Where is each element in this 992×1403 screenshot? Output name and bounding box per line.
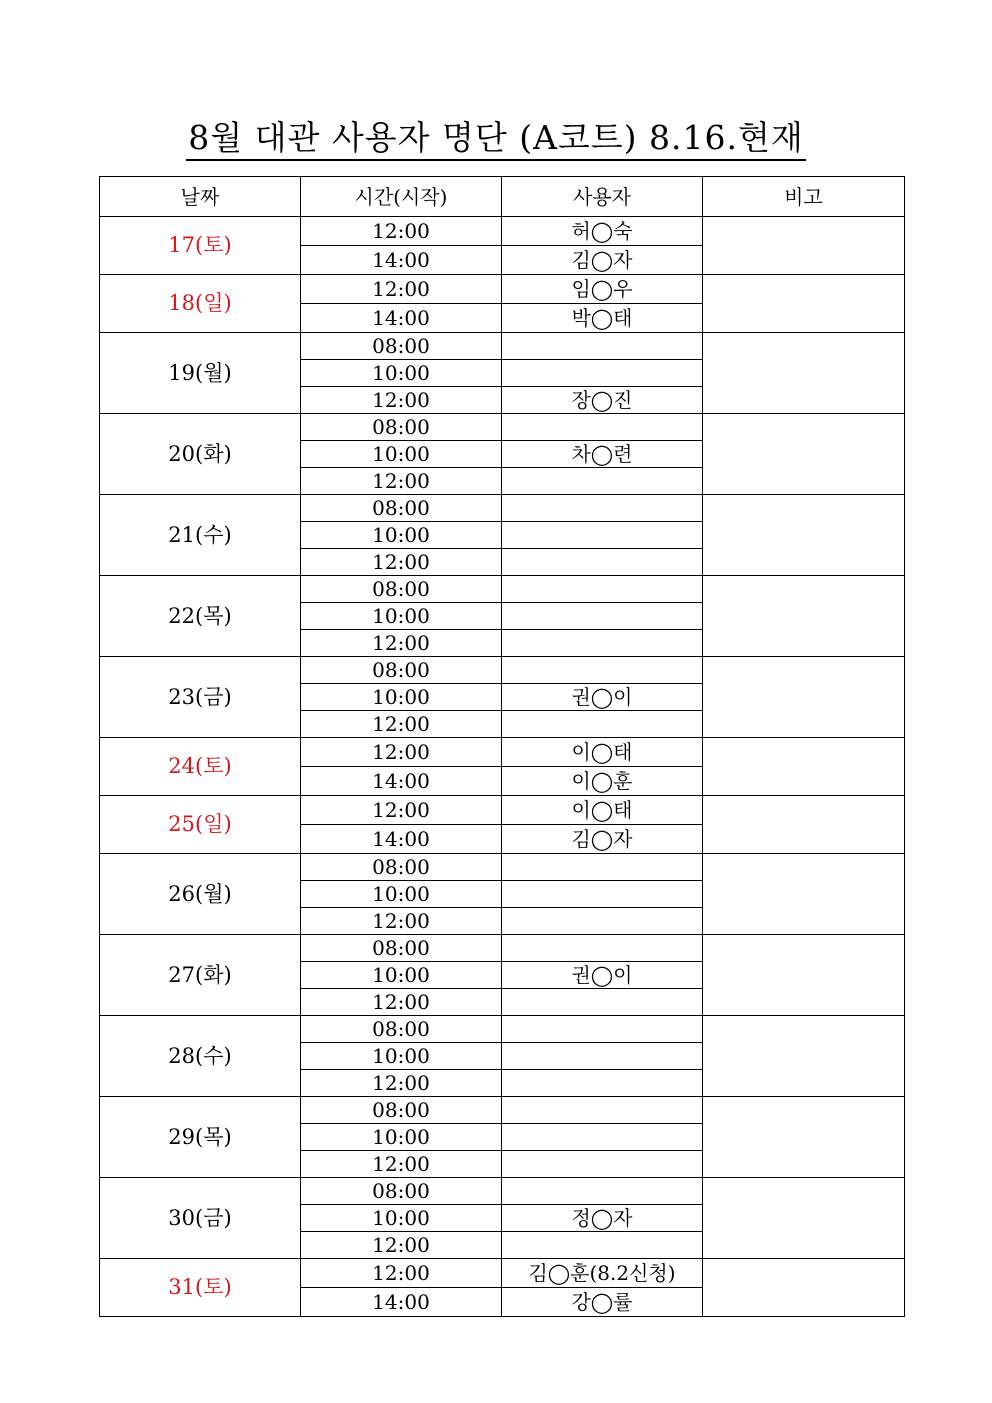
time-cell: 10:00 (301, 441, 502, 468)
note-cell (703, 657, 905, 738)
time-cell: 12:00 (301, 468, 502, 495)
user-cell (502, 657, 703, 684)
table-row (100, 495, 905, 522)
header-time: 시간(시작) (301, 177, 502, 217)
note-cell (703, 1178, 905, 1259)
user-cell (502, 576, 703, 603)
user-cell: 권◯이 (502, 962, 703, 989)
table-row (100, 275, 905, 304)
note-cell (703, 333, 905, 414)
time-cell: 08:00 (301, 495, 502, 522)
time-cell: 12:00 (301, 908, 502, 935)
user-cell (502, 881, 703, 908)
user-cell: 허◯숙 (502, 217, 703, 246)
time-cell: 14:00 (301, 767, 502, 796)
user-cell (502, 1178, 703, 1205)
header-user: 사용자 (502, 177, 703, 217)
user-cell (502, 935, 703, 962)
user-cell (502, 333, 703, 360)
table-row (100, 217, 905, 246)
date-cell: 26(월) (100, 854, 301, 935)
time-cell: 10:00 (301, 684, 502, 711)
time-cell: 12:00 (301, 711, 502, 738)
time-cell: 14:00 (301, 1288, 502, 1317)
note-cell (703, 1259, 905, 1317)
time-cell: 12:00 (301, 1259, 502, 1288)
user-cell (502, 711, 703, 738)
user-cell (502, 1043, 703, 1070)
table-row (100, 796, 905, 825)
table-header (100, 177, 905, 217)
user-cell: 박◯태 (502, 304, 703, 333)
header-note: 비고 (703, 177, 905, 217)
table-body (100, 217, 905, 1317)
user-cell: 이◯태 (502, 796, 703, 825)
note-cell (703, 935, 905, 1016)
date-cell: 22(목) (100, 576, 301, 657)
table-row (100, 1016, 905, 1043)
user-cell: 임◯우 (502, 275, 703, 304)
time-cell: 08:00 (301, 414, 502, 441)
time-cell: 12:00 (301, 738, 502, 767)
time-cell: 12:00 (301, 1232, 502, 1259)
note-cell (703, 275, 905, 333)
note-cell (703, 495, 905, 576)
user-cell: 차◯련 (502, 441, 703, 468)
user-cell (502, 1097, 703, 1124)
time-cell: 08:00 (301, 1016, 502, 1043)
date-cell: 27(화) (100, 935, 301, 1016)
time-cell: 10:00 (301, 1124, 502, 1151)
time-cell: 14:00 (301, 246, 502, 275)
time-cell: 12:00 (301, 989, 502, 1016)
time-cell: 12:00 (301, 1151, 502, 1178)
table-row (100, 333, 905, 360)
table-row (100, 576, 905, 603)
table-row (100, 1178, 905, 1205)
document-title-wrap (0, 112, 992, 159)
time-cell: 08:00 (301, 657, 502, 684)
user-cell: 강◯률 (502, 1288, 703, 1317)
table-row (100, 935, 905, 962)
date-cell: 18(일) (100, 275, 301, 333)
user-cell: 이◯훈 (502, 767, 703, 796)
user-cell: 김◯자 (502, 825, 703, 854)
header-date: 날짜 (100, 177, 301, 217)
date-cell: 28(수) (100, 1016, 301, 1097)
user-cell (502, 1151, 703, 1178)
table-row (100, 414, 905, 441)
date-cell: 23(금) (100, 657, 301, 738)
date-cell: 21(수) (100, 495, 301, 576)
user-cell (502, 549, 703, 576)
date-cell: 17(토) (100, 217, 301, 275)
user-cell: 장◯진 (502, 387, 703, 414)
time-cell: 08:00 (301, 576, 502, 603)
user-cell: 이◯태 (502, 738, 703, 767)
user-cell: 정◯자 (502, 1205, 703, 1232)
table-row (100, 854, 905, 881)
table-row (100, 738, 905, 767)
time-cell: 14:00 (301, 825, 502, 854)
note-cell (703, 1016, 905, 1097)
time-cell: 08:00 (301, 1097, 502, 1124)
header-row (100, 177, 905, 217)
time-cell: 08:00 (301, 935, 502, 962)
time-cell: 10:00 (301, 1043, 502, 1070)
note-cell (703, 738, 905, 796)
time-cell: 08:00 (301, 333, 502, 360)
note-cell (703, 217, 905, 275)
note-cell (703, 576, 905, 657)
time-cell: 10:00 (301, 881, 502, 908)
table-row (100, 657, 905, 684)
document-title: 8월 대관 사용자 명단 (A코트) 8.16.현재 (186, 118, 806, 161)
time-cell: 12:00 (301, 387, 502, 414)
time-cell: 14:00 (301, 304, 502, 333)
date-cell: 29(목) (100, 1097, 301, 1178)
user-cell (502, 1070, 703, 1097)
note-cell (703, 854, 905, 935)
user-cell (502, 414, 703, 441)
time-cell: 12:00 (301, 275, 502, 304)
user-cell (502, 603, 703, 630)
user-cell (502, 522, 703, 549)
time-cell: 08:00 (301, 854, 502, 881)
user-cell (502, 630, 703, 657)
time-cell: 12:00 (301, 217, 502, 246)
date-cell: 25(일) (100, 796, 301, 854)
user-cell (502, 989, 703, 1016)
time-cell: 12:00 (301, 549, 502, 576)
user-cell: 김◯훈(8.2신청) (502, 1259, 703, 1288)
date-cell: 31(토) (100, 1259, 301, 1317)
user-cell (502, 1232, 703, 1259)
user-cell (502, 360, 703, 387)
user-cell (502, 1016, 703, 1043)
time-cell: 12:00 (301, 796, 502, 825)
user-cell: 김◯자 (502, 246, 703, 275)
date-cell: 20(화) (100, 414, 301, 495)
date-cell: 19(월) (100, 333, 301, 414)
date-cell: 30(금) (100, 1178, 301, 1259)
table-row (100, 1259, 905, 1288)
date-cell: 24(토) (100, 738, 301, 796)
time-cell: 12:00 (301, 1070, 502, 1097)
user-cell (502, 495, 703, 522)
time-cell: 10:00 (301, 1205, 502, 1232)
note-cell (703, 1097, 905, 1178)
table-row (100, 1097, 905, 1124)
user-cell (502, 854, 703, 881)
user-cell (502, 908, 703, 935)
user-cell (502, 1124, 703, 1151)
user-cell (502, 468, 703, 495)
time-cell: 12:00 (301, 630, 502, 657)
note-cell (703, 414, 905, 495)
time-cell: 10:00 (301, 962, 502, 989)
time-cell: 08:00 (301, 1178, 502, 1205)
user-cell: 권◯이 (502, 684, 703, 711)
note-cell (703, 796, 905, 854)
time-cell: 10:00 (301, 522, 502, 549)
rental-schedule-table (99, 176, 905, 1317)
time-cell: 10:00 (301, 360, 502, 387)
time-cell: 10:00 (301, 603, 502, 630)
